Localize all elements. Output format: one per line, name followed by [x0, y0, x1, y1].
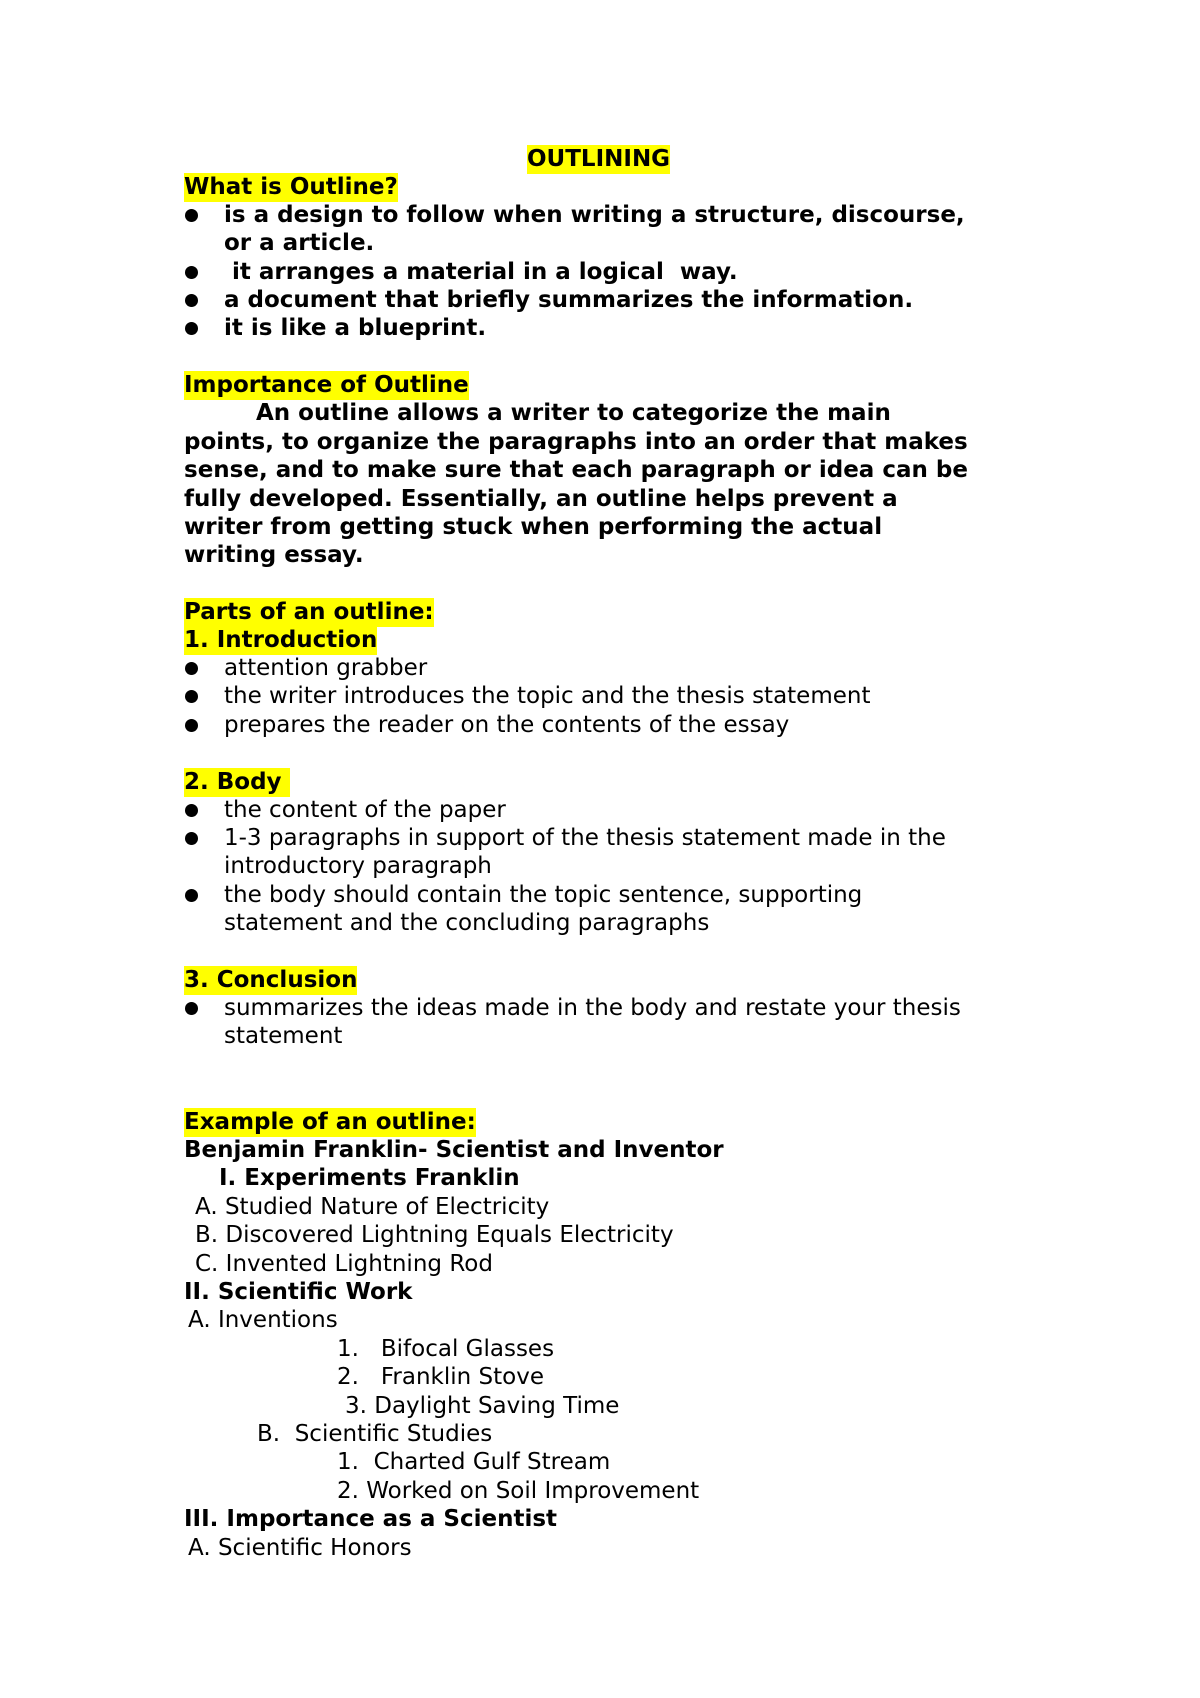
what-is-heading: What is Outline?: [184, 174, 398, 200]
bullet-icon: [185, 832, 198, 845]
paragraph-line: fully developed. Essentially, an outline helps prevent a: [184, 486, 898, 512]
outline-line: B. Discovered Lightning Equals Electricity: [195, 1222, 674, 1248]
list-item: introductory paragraph: [224, 853, 492, 879]
outline-line: 1. Charted Gulf Stream: [337, 1449, 611, 1475]
conclusion-heading: 3. Conclusion: [184, 967, 358, 993]
list-item: or a article.: [224, 230, 375, 256]
outline-line: B. Scientific Studies: [257, 1421, 493, 1447]
bullet-icon: [185, 266, 198, 279]
bullet-icon: [185, 889, 198, 902]
body-heading: 2. Body: [184, 769, 290, 795]
outline-line: A. Studied Nature of Electricity: [195, 1194, 550, 1220]
document-title: OUTLINING: [527, 146, 671, 172]
list-item: the body should contain the topic sentence, supporting: [224, 882, 863, 908]
bullet-icon: [185, 1002, 198, 1015]
paragraph-line: points, to organize the paragraphs into an order that makes: [184, 429, 968, 455]
list-item: it arranges a material in a logical way.: [224, 259, 738, 285]
list-item: summarizes the ideas made in the body and restate your thesis: [224, 995, 961, 1021]
list-item: statement and the concluding paragraphs: [224, 910, 710, 936]
bullet-icon: [185, 719, 198, 732]
list-item: prepares the reader on the contents of the essay: [224, 712, 790, 738]
list-item: is a design to follow when writing a structure, discourse,: [224, 202, 965, 228]
bullet-icon: [185, 322, 198, 335]
outline-line: 2. Franklin Stove: [337, 1364, 544, 1390]
bullet-icon: [185, 804, 198, 817]
outline-line: III. Importance as a Scientist: [184, 1506, 558, 1532]
list-item: statement: [224, 1023, 343, 1049]
parts-heading: Parts of an outline:: [184, 599, 434, 625]
bullet-icon: [185, 209, 198, 222]
importance-heading: Importance of Outline: [184, 372, 469, 398]
list-item: it is like a blueprint.: [224, 315, 487, 341]
list-item: a document that briefly summarizes the information.: [224, 287, 914, 313]
paragraph-line: sense, and to make sure that each paragraph or idea can be: [184, 457, 968, 483]
outline-line: A. Scientific Honors: [188, 1535, 412, 1561]
list-item: the writer introduces the topic and the thesis statement: [224, 683, 871, 709]
paragraph-line: writer from getting stuck when performing the actual: [184, 514, 883, 540]
outline-line: 1. Bifocal Glasses: [337, 1336, 555, 1362]
outline-line: II. Scientific Work: [184, 1279, 413, 1305]
paragraph-line: An outline allows a writer to categorize the main: [256, 400, 891, 426]
list-item: the content of the paper: [224, 797, 506, 823]
list-item: attention grabber: [224, 655, 428, 681]
example-title: Benjamin Franklin- Scientist and Inventor: [184, 1137, 724, 1163]
outline-line: A. Inventions: [188, 1307, 338, 1333]
list-item: 1-3 paragraphs in support of the thesis statement made in the: [224, 825, 946, 851]
introduction-heading: 1. Introduction: [184, 627, 378, 653]
outline-line: 2. Worked on Soil Improvement: [337, 1478, 700, 1504]
bullet-icon: [185, 294, 198, 307]
bullet-icon: [185, 662, 198, 675]
bullet-icon: [185, 690, 198, 703]
example-heading: Example of an outline:: [184, 1109, 476, 1135]
outline-line: I. Experiments Franklin: [219, 1165, 520, 1191]
paragraph-line: writing essay.: [184, 542, 364, 568]
outline-line: C. Invented Lightning Rod: [195, 1251, 493, 1277]
outline-line: 3. Daylight Saving Time: [345, 1393, 620, 1419]
